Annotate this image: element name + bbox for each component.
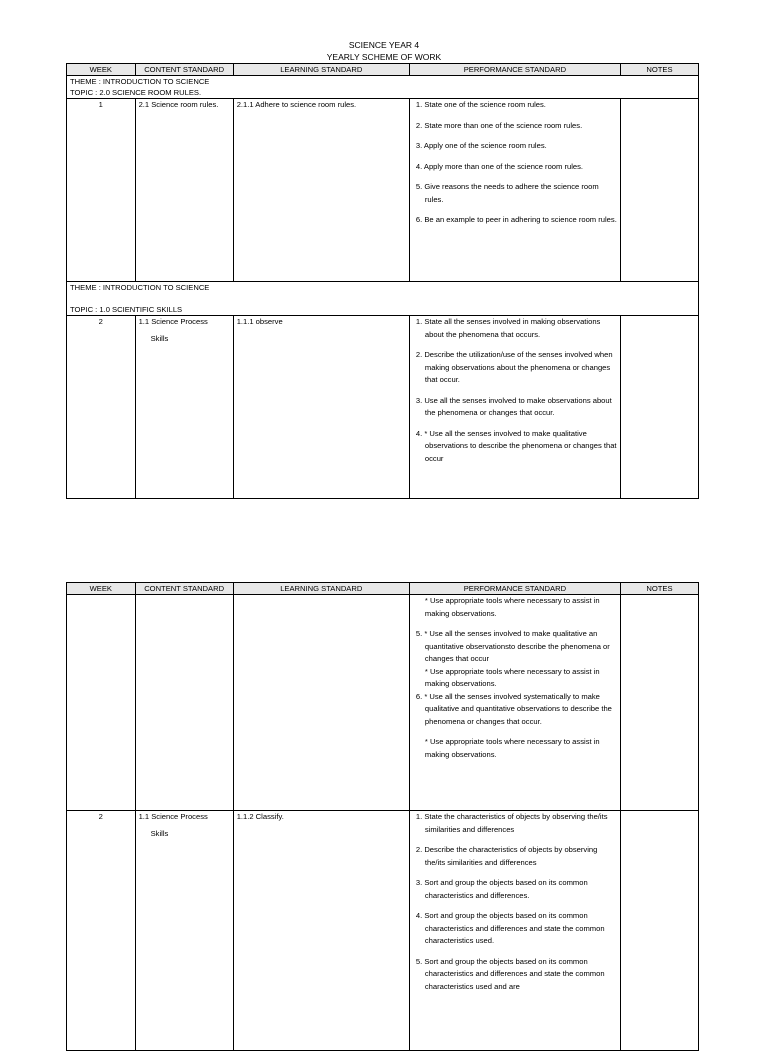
- table-row: [67, 811, 699, 1051]
- content-standard-cell: [135, 595, 233, 811]
- content-standard-cell: [135, 316, 233, 499]
- week-cell: [67, 595, 136, 811]
- performance-item: 1. State the characteristics of objects by observing the/its similarities and differences: [415, 812, 608, 834]
- header-week: WEEK: [67, 583, 136, 595]
- topic-label: TOPIC : 2.0 SCIENCE ROOM RULES.: [70, 88, 202, 97]
- theme-row: [67, 76, 699, 99]
- table-row: [67, 316, 699, 499]
- performance-item: 3. Sort and group the objects based on its common characteristics and differences.: [415, 878, 588, 900]
- performance-item: 4. * Use all the senses involved to make qualitative observations to describe the phenomena or changes that occur: [415, 428, 617, 463]
- content-standard-text: 1.1 Science Process: [138, 812, 208, 821]
- performance-item: 2. State more than one of the science room rules.: [415, 120, 583, 130]
- theme-label: THEME : INTRODUCTION TO SCIENCE: [70, 283, 210, 292]
- header-performance-standard: PERFORMANCE STANDARD: [409, 64, 620, 76]
- theme-label: THEME : INTRODUCTION TO SCIENCE: [70, 77, 210, 86]
- performance-item: * Use appropriate tools where necessary to assist in making observations.: [424, 596, 600, 618]
- performance-item: 5. Sort and group the objects based on its common characteristics and differences and state the common characteristics used and are: [415, 956, 605, 991]
- performance-item: 1. State one of the science room rules.: [415, 100, 546, 109]
- performance-item: 1. State all the senses involved in making observations about the phenomena that occurs.: [415, 317, 601, 339]
- header-row: [67, 583, 699, 595]
- content-standard-cell: [135, 811, 233, 1051]
- header-notes: NOTES: [620, 64, 698, 76]
- performance-standard-cell: [409, 595, 620, 811]
- theme-row: [67, 282, 699, 316]
- scheme-table-1: [66, 63, 699, 499]
- learning-standard-cell: 1.1.1 observe: [233, 316, 409, 499]
- header-performance-standard: PERFORMANCE STANDARD: [409, 583, 620, 595]
- document-subtitle: YEARLY SCHEME OF WORK: [326, 52, 442, 62]
- performance-item: 3. Use all the senses involved to make observations about the phenomena or changes that occur.: [415, 395, 612, 417]
- header-content-standard: CONTENT STANDARD: [135, 583, 233, 595]
- performance-item: 4. Apply more than one of the science room rules.: [415, 161, 584, 171]
- header-learning-standard: LEARNING STANDARD: [233, 64, 409, 76]
- content-standard-cell: 2.1 Science room rules.: [135, 99, 233, 282]
- document-title: SCIENCE YEAR 4: [348, 40, 420, 50]
- scheme-table-2: [66, 582, 699, 1051]
- header-learning-standard: LEARNING STANDARD: [233, 583, 409, 595]
- learning-standard-cell: 2.1.1 Adhere to science room rules.: [233, 99, 409, 282]
- content-standard-text: Skills: [150, 828, 169, 838]
- notes-cell: [620, 595, 698, 811]
- notes-cell: [620, 316, 698, 499]
- content-standard-text: 1.1 Science Process: [138, 317, 208, 326]
- performance-item: 5. Give reasons the needs to adhere the science room rules.: [415, 182, 599, 204]
- performance-item: 6. * Use all the senses involved systematically to make qualitative and quantitative observations to describe the phenomena or changes that occur.: [415, 691, 612, 726]
- performance-standard-cell: [409, 99, 620, 282]
- performance-item: 2. Describe the characteristics of objects by observing the/its similarities and differences: [415, 845, 598, 867]
- table-row: [67, 595, 699, 811]
- header-content-standard: CONTENT STANDARD: [135, 64, 233, 76]
- performance-standard-cell: [409, 316, 620, 499]
- week-cell: 2: [67, 316, 136, 499]
- performance-standard-cell: [409, 811, 620, 1051]
- performance-item: 4. Sort and group the objects based on its common characteristics and differences and state the common characteristics used.: [415, 911, 605, 945]
- learning-standard-cell: 1.1.2 Classify.: [233, 811, 409, 1051]
- performance-item: 6. Be an example to peer in adhering to science room rules.: [415, 215, 617, 224]
- learning-standard-cell: [233, 595, 409, 811]
- notes-cell: [620, 811, 698, 1051]
- header-notes: NOTES: [620, 583, 698, 595]
- performance-item: * Use appropriate tools where necessary to assist in making observations.: [424, 737, 600, 759]
- header-week: WEEK: [67, 64, 136, 76]
- performance-item: * Use appropriate tools where necessary to assist in making observations.: [424, 666, 600, 688]
- performance-item: 2. Describe the utilization/use of the senses involved when making observations about the phenomena or changes that occur.: [415, 350, 613, 384]
- performance-item: 5. * Use all the senses involved to make qualitative an quantitative observationsto describe the phenomena or changes that occur: [415, 629, 610, 663]
- topic-label: TOPIC : 1.0 SCIENTIFIC SKILLS: [70, 305, 183, 314]
- notes-cell: [620, 99, 698, 282]
- week-cell: 2: [67, 811, 136, 1051]
- content-standard-text: Skills: [150, 333, 169, 343]
- header-row: [67, 64, 699, 76]
- table-row: [67, 99, 699, 282]
- performance-item: 3. Apply one of the science room rules.: [415, 141, 547, 150]
- week-cell: 1: [67, 99, 136, 282]
